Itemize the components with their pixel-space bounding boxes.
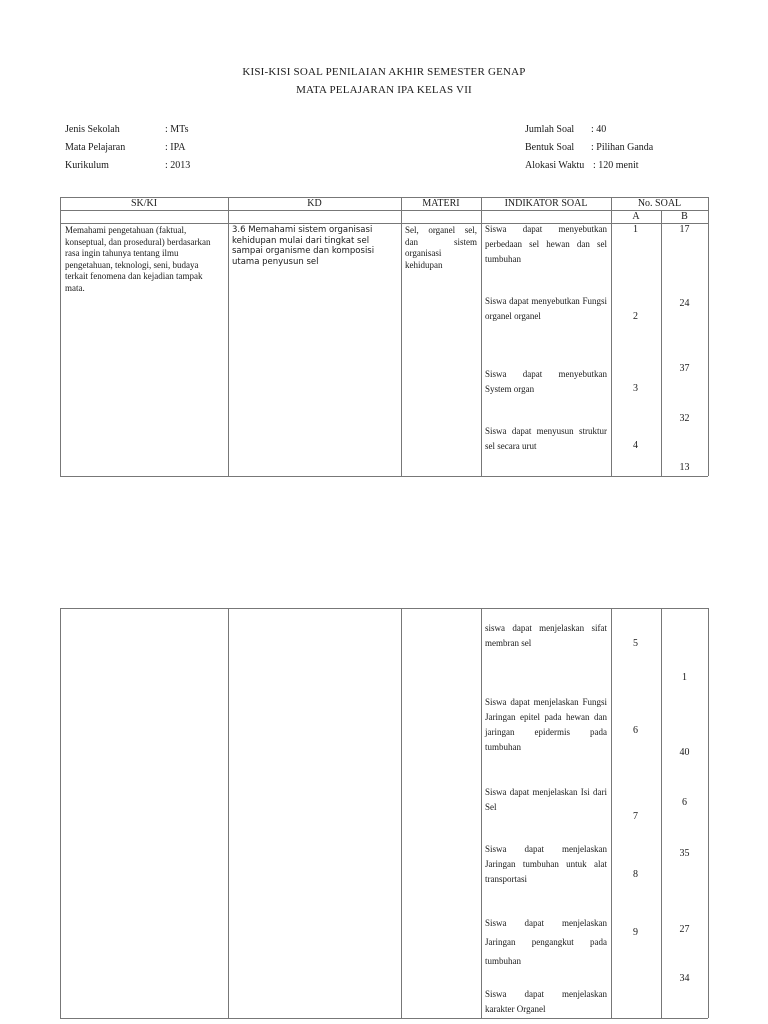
no-soal-b: 35 [679,848,690,859]
indikator-item: siswa dapat menjelaskan sifat membran sel [485,623,607,648]
table2-col-line [661,608,662,1018]
header-no-soal: No. SOAL [637,198,682,209]
no-soal-a: 4 [633,440,638,451]
table-col-line [481,197,482,476]
no-soal-b: 40 [679,747,690,758]
table2-col-line [708,608,709,1018]
no-soal-b: 34 [679,973,690,984]
info-value-alokasi-waktu: : 120 menit [593,160,639,171]
indikator-item: Siswa dapat menjelaskan karakter Organel [485,989,607,1014]
indikator-item: Siswa dapat menyebutkan System organ [485,369,607,394]
info-label-mata-pelajaran: Mata Pelajaran [65,142,126,153]
info-label-bentuk-soal: Bentuk Soal [525,142,575,153]
no-soal-b: 24 [679,298,690,309]
header-materi: MATERI [422,198,460,209]
no-soal-b: 17 [679,224,690,235]
no-soal-b: 6 [682,797,687,808]
no-soal-a: 9 [633,927,638,938]
info-label-kurikulum: Kurikulum [65,160,109,171]
header-indikator: INDIKATOR SOAL [504,198,588,209]
table-border-bottom [60,476,708,477]
info-value-jumlah-soal: : 40 [591,124,607,135]
indikator-item: Siswa dapat menjelaskan Fungsi Jaringan epitel pada hewan dan jaringan epidermis pada tumbuhan [485,697,607,752]
info-value-kurikulum: : 2013 [165,160,191,171]
indikator-item: Siswa dapat menyebutkan Fungsi organel organel [485,296,607,321]
no-soal-a: 6 [633,725,638,736]
no-soal-b: 32 [679,413,690,424]
document-title: KISI-KISI SOAL PENILAIAN AKHIR SEMESTER GENAP [242,66,526,78]
no-soal-a: 7 [633,811,638,822]
no-soal-a: 3 [633,383,638,394]
no-soal-a: 2 [633,311,638,322]
indikator-item: Siswa dapat menyusun struktur sel secara urut [485,426,607,451]
no-soal-b: 37 [679,363,690,374]
no-soal-b: 13 [679,462,690,473]
no-soal-b: 1 [682,672,687,683]
cell-kd: 3.6 Memahami sistem organisasi kehidupan mulai dari tingkat sel sampai organisme dan komposisi utama penyusun sel [232,225,375,267]
table-col-line [611,197,612,476]
no-soal-a: 8 [633,869,638,880]
cell-materi: Sel, organel sel, dan sistem organisasi kehidupan [405,225,477,270]
cell-skki: Memahami pengetahuan (faktual, konseptual, dan prosedural) berdasarkan rasa ingin tahunya tentang ilmu pengetahuan, teknologi, seni, budaya terkait fenomena dan kejadian tampak mata. [65,225,211,293]
indikator-item: Siswa dapat menjelaskan Isi dari Sel [485,787,607,812]
indikator-item: Siswa dapat menjelaskan Jaringan tumbuhan untuk alat transportasi [485,844,607,884]
header-col-b: B [681,211,688,222]
header-col-a: A [632,211,640,222]
no-soal-a: 1 [633,224,638,235]
table-col-line [661,210,662,476]
indikator-item: Siswa dapat menyebutkan perbedaan sel hewan dan sel tumbuhan [485,224,607,264]
table-col-line [708,197,709,476]
document-subtitle: MATA PELAJARAN IPA KELAS VII [296,84,472,96]
indikator-item: Siswa dapat menjelaskan Jaringan pengangkut pada tumbuhan [485,918,607,966]
table-col-line [60,197,61,476]
info-label-jenis-sekolah: Jenis Sekolah [65,124,120,135]
table2-col-line [481,608,482,1018]
header-kd: KD [307,198,322,209]
table-col-line [228,197,229,476]
info-value-mata-pelajaran: : IPA [165,142,186,153]
table2-col-line [60,608,61,1018]
table2-border-bottom [60,1018,708,1019]
info-label-alokasi-waktu: Alokasi Waktu [525,160,585,171]
no-soal-a: 5 [633,638,638,649]
table2-col-line [401,608,402,1018]
table-col-line [401,197,402,476]
header-skki: SK/KI [130,198,158,209]
info-value-bentuk-soal: : Pilihan Ganda [591,142,654,153]
info-value-jenis-sekolah: : MTs [165,124,189,135]
info-label-jumlah-soal: Jumlah Soal [525,124,575,135]
table2-col-line [228,608,229,1018]
no-soal-b: 27 [679,924,690,935]
